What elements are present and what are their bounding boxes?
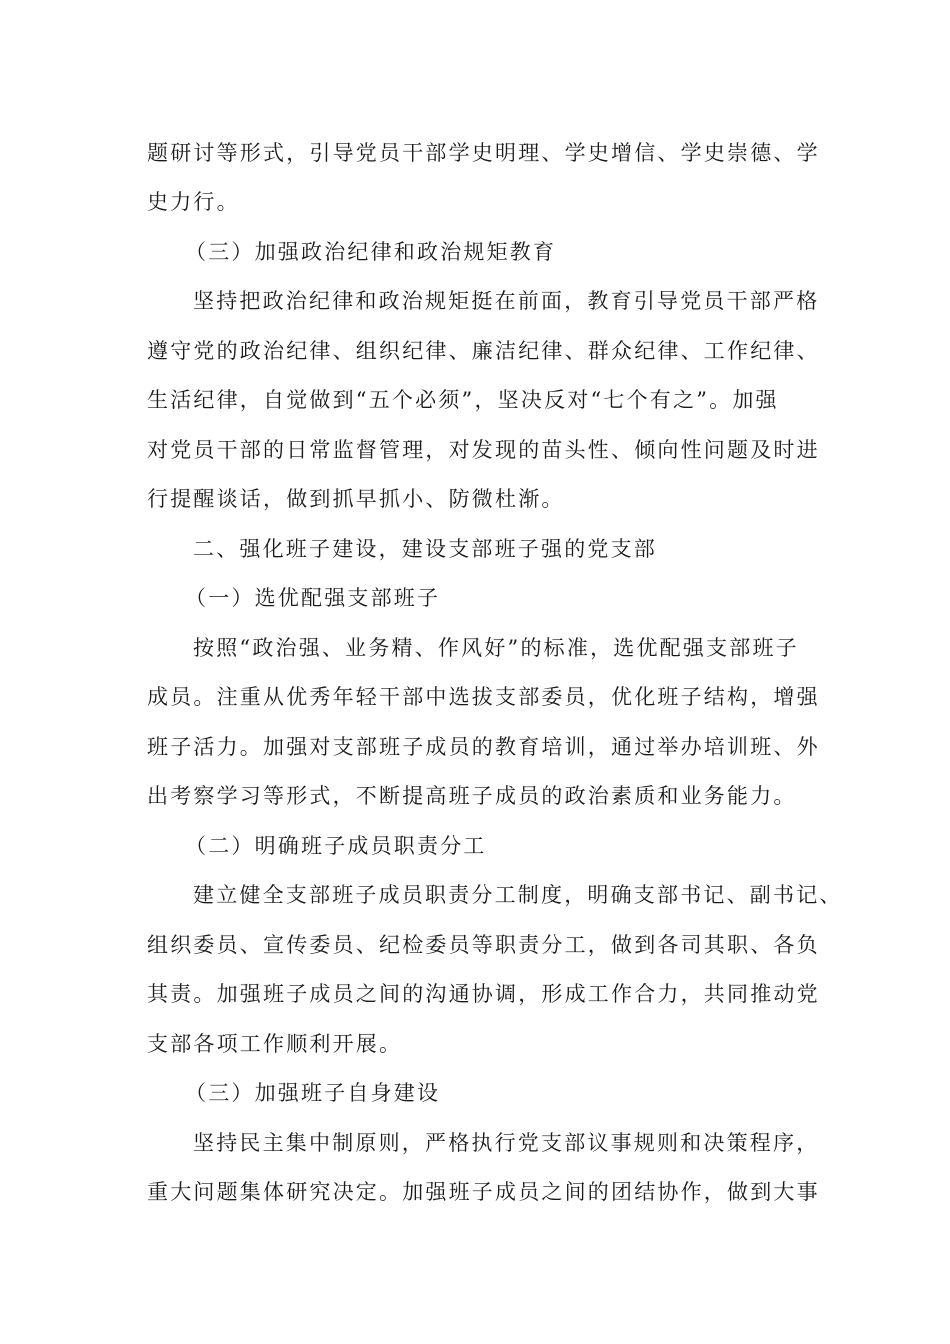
subsection-heading: （一）选优配强支部班子 (185, 586, 441, 610)
text-line: 坚持民主集中制原则，严格执行党支部议事规则和决策程序， (193, 1131, 820, 1155)
text-line: 生活纪律，自觉做到“五个必须”，坚决反对“七个有之”。加强 (147, 388, 779, 412)
text-line: 遵守党的政治纪律、组织纪律、廉洁纪律、群众纪律、工作纪律、 (147, 339, 820, 363)
text-line: 班子活力。加强对支部班子成员的教育培训，通过举办培训班、外 (147, 735, 820, 759)
text-line: 坚持把政治纪律和政治规矩挺在前面，教育引导党员干部严格 (193, 289, 820, 313)
text-line: 对党员干部的日常监督管理，对发现的苗头性、倾向性问题及时进 (147, 438, 820, 462)
text-line: 其责。加强班子成员之间的沟通协调，形成工作合力，共同推动党 (147, 982, 820, 1006)
text-line: 行提醒谈话，做到抓早抓小、防微杜渐。 (147, 487, 565, 511)
subsection-heading: （三）加强班子自身建设 (185, 1081, 441, 1105)
text-line: 出考察学习等形式，不断提高班子成员的政治素质和业务能力。 (147, 784, 797, 808)
text-line: 题研讨等形式，引导党员干部学史明理、学史增信、学史崇德、学 (147, 141, 820, 165)
text-line: 重大问题集体研究决定。加强班子成员之间的团结协作，做到大事 (147, 1180, 820, 1204)
text-line: 按照“政治强、业务精、作风好”的标准，选优配强支部班子 (193, 636, 799, 660)
text-line: 史力行。 (147, 190, 240, 214)
text-line: 成员。注重从优秀年轻干部中选拔支部委员，优化班子结构，增强 (147, 685, 820, 709)
subsection-heading: （三）加强政治纪律和政治规矩教育 (185, 240, 557, 264)
text-line: 建立健全支部班子成员职责分工制度，明确支部书记、副书记、 (193, 883, 843, 907)
subsection-heading: （二）明确班子成员职责分工 (185, 834, 487, 858)
text-line: 支部各项工作顺利开展。 (147, 1032, 403, 1056)
text-line: 组织委员、宣传委员、纪检委员等职责分工，做到各司其职、各负 (147, 933, 820, 957)
section-heading: 二、强化班子建设，建设支部班子强的党支部 (193, 537, 657, 561)
